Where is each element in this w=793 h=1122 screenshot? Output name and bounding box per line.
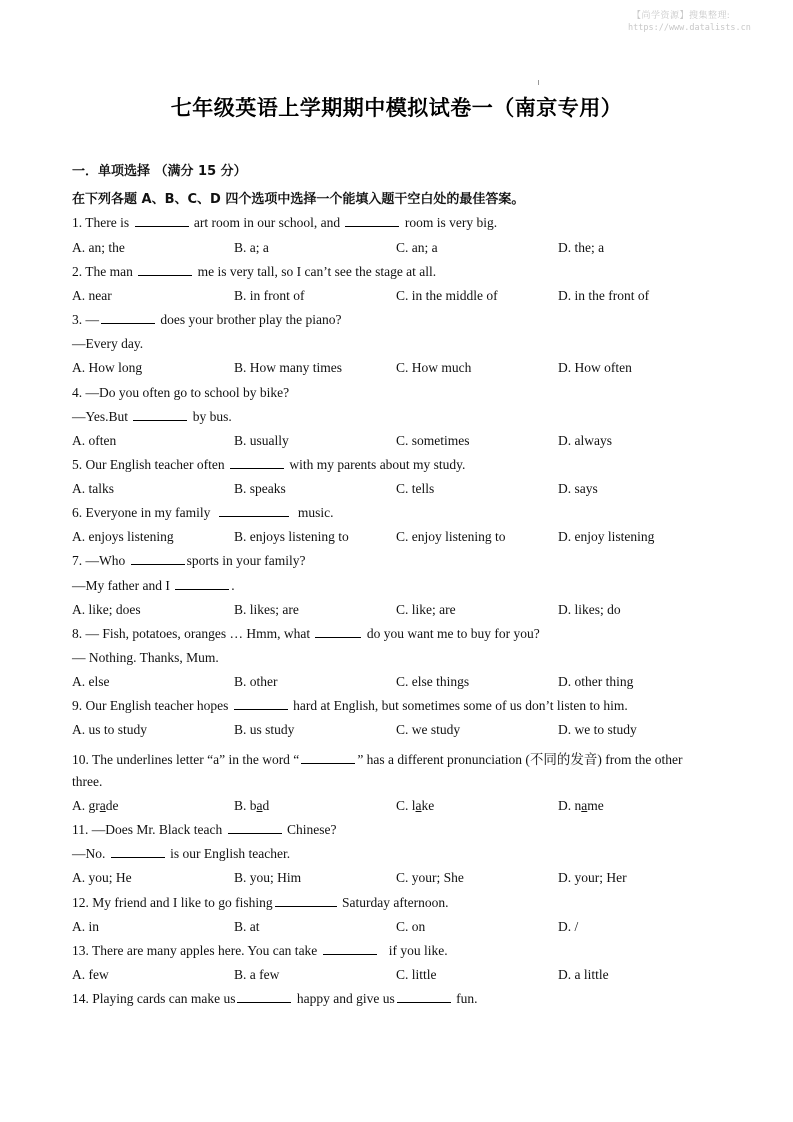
option-d: D. other thing bbox=[558, 674, 634, 689]
option-d: D. we to study bbox=[558, 722, 637, 737]
question-3-reply: —Every day. bbox=[72, 336, 144, 351]
option-d: D. the; a bbox=[558, 240, 605, 255]
option-d: D. likes; do bbox=[558, 602, 621, 617]
option-c: C. in the middle of bbox=[396, 288, 498, 303]
answer-blank bbox=[133, 409, 187, 421]
option-b: B. at bbox=[234, 919, 260, 934]
answer-blank bbox=[315, 626, 361, 638]
option-a: A. grade bbox=[72, 798, 119, 813]
option-b: B. speaks bbox=[234, 481, 286, 496]
option-b: B. a; a bbox=[234, 240, 269, 255]
option-b: B. a few bbox=[234, 967, 280, 982]
option-a: A. else bbox=[72, 674, 110, 689]
option-c: C. little bbox=[396, 967, 437, 982]
answer-blank bbox=[234, 698, 288, 710]
option-a: A. often bbox=[72, 433, 117, 448]
option-d: D. your; Her bbox=[558, 870, 627, 885]
answer-blank bbox=[111, 846, 165, 858]
question-12-stem: 12. My friend and I like to go fishing Saturday afternoon. bbox=[72, 895, 449, 910]
question-11-stem: 11. —Does Mr. Black teach Chinese? bbox=[72, 822, 337, 837]
option-a: A. few bbox=[72, 967, 109, 982]
question-4-reply: —Yes.But by bus. bbox=[72, 409, 232, 424]
question-14-stem: 14. Playing cards can make us happy and give us fun. bbox=[72, 991, 478, 1006]
answer-blank bbox=[275, 895, 337, 907]
question-7-stem: 7. —Who sports in your family? bbox=[72, 553, 306, 568]
option-c: C. enjoy listening to bbox=[396, 529, 506, 544]
watermark-source: 【尚学资源】搜集整理: bbox=[632, 10, 731, 20]
option-b: B. usually bbox=[234, 433, 289, 448]
answer-blank bbox=[228, 822, 282, 834]
watermark-url: https://www.datalists.cn bbox=[628, 23, 751, 33]
section-heading: 一．单项选择 （满分 15 分） bbox=[72, 164, 247, 179]
answer-blank bbox=[323, 943, 377, 955]
page-title: 七年级英语上学期期中模拟试卷一（南京专用） bbox=[170, 96, 623, 120]
option-c: C. How much bbox=[396, 360, 472, 375]
option-b: B. us study bbox=[234, 722, 295, 737]
answer-blank bbox=[230, 457, 284, 469]
answer-blank bbox=[219, 505, 289, 517]
answer-blank bbox=[135, 215, 189, 227]
question-1-stem: 1. There is art room in our school, and room is very big. bbox=[72, 215, 498, 230]
answer-blank bbox=[131, 553, 185, 565]
question-8-reply: — Nothing. Thanks, Mum. bbox=[72, 650, 219, 665]
option-c: C. lake bbox=[396, 798, 435, 813]
option-b: B. you; Him bbox=[234, 870, 302, 885]
question-5-stem: 5. Our English teacher often with my parents about my study. bbox=[72, 457, 466, 472]
option-d: D. says bbox=[558, 481, 598, 496]
question-11-reply: —No. is our English teacher. bbox=[72, 846, 291, 861]
answer-blank bbox=[301, 752, 355, 764]
option-a: A. How long bbox=[72, 360, 143, 375]
option-c: C. on bbox=[396, 919, 426, 934]
question-10-stem-cont: three. bbox=[72, 774, 103, 789]
question-10-stem: 10. The underlines letter “a” in the word “ ” has a different pronunciation (不同的发音) from the other bbox=[72, 752, 683, 767]
question-9-stem: 9. Our English teacher hopes hard at English, but sometimes some of us don’t listen to him. bbox=[72, 698, 628, 713]
option-a: A. talks bbox=[72, 481, 114, 496]
option-a: A. like; does bbox=[72, 602, 141, 617]
option-c: C. sometimes bbox=[396, 433, 470, 448]
watermark bbox=[628, 9, 788, 35]
question-7-reply: —My father and I . bbox=[72, 578, 235, 593]
option-d: D. / bbox=[558, 919, 579, 934]
option-b: B. likes; are bbox=[234, 602, 299, 617]
page-mark bbox=[538, 80, 539, 85]
answer-blank bbox=[101, 312, 155, 324]
option-c: C. we study bbox=[396, 722, 461, 737]
answer-blank bbox=[175, 578, 229, 590]
option-c: C. your; She bbox=[396, 870, 464, 885]
question-4-stem: 4. —Do you often go to school by bike? bbox=[72, 385, 290, 400]
option-b: B. enjoys listening to bbox=[234, 529, 349, 544]
option-a: A. in bbox=[72, 919, 99, 934]
question-6-stem: 6. Everyone in my family music. bbox=[72, 505, 334, 520]
option-d: D. always bbox=[558, 433, 612, 448]
option-a: A. enjoys listening bbox=[72, 529, 174, 544]
option-b: B. bad bbox=[234, 798, 270, 813]
question-8-stem: 8. — Fish, potatoes, oranges … Hmm, what do you want me to buy for you? bbox=[72, 626, 540, 641]
question-13-stem: 13. There are many apples here. You can take if you like. bbox=[72, 943, 448, 958]
option-b: B. other bbox=[234, 674, 278, 689]
option-a: A. us to study bbox=[72, 722, 148, 737]
option-d: D. How often bbox=[558, 360, 632, 375]
answer-blank bbox=[397, 991, 451, 1003]
option-d: D. in the front of bbox=[558, 288, 650, 303]
option-a: A. near bbox=[72, 288, 112, 303]
option-c: C. like; are bbox=[396, 602, 456, 617]
option-c: C. tells bbox=[396, 481, 435, 496]
answer-blank bbox=[345, 215, 399, 227]
option-b: B. in front of bbox=[234, 288, 305, 303]
option-a: A. an; the bbox=[72, 240, 125, 255]
option-b: B. How many times bbox=[234, 360, 342, 375]
option-c: C. else things bbox=[396, 674, 470, 689]
section-instruction: 在下列各题 A、B、C、D 四个选项中选择一个能填入题干空白处的最佳答案。 bbox=[72, 192, 525, 207]
answer-blank bbox=[237, 991, 291, 1003]
answer-blank bbox=[138, 264, 192, 276]
question-3-stem: 3. — does your brother play the piano? bbox=[72, 312, 342, 327]
option-d: D. a little bbox=[558, 967, 609, 982]
option-c: C. an; a bbox=[396, 240, 438, 255]
option-d: D. name bbox=[558, 798, 604, 813]
question-2-stem: 2. The man me is very tall, so I can’t see the stage at all. bbox=[72, 264, 437, 279]
option-d: D. enjoy listening bbox=[558, 529, 655, 544]
option-a: A. you; He bbox=[72, 870, 132, 885]
